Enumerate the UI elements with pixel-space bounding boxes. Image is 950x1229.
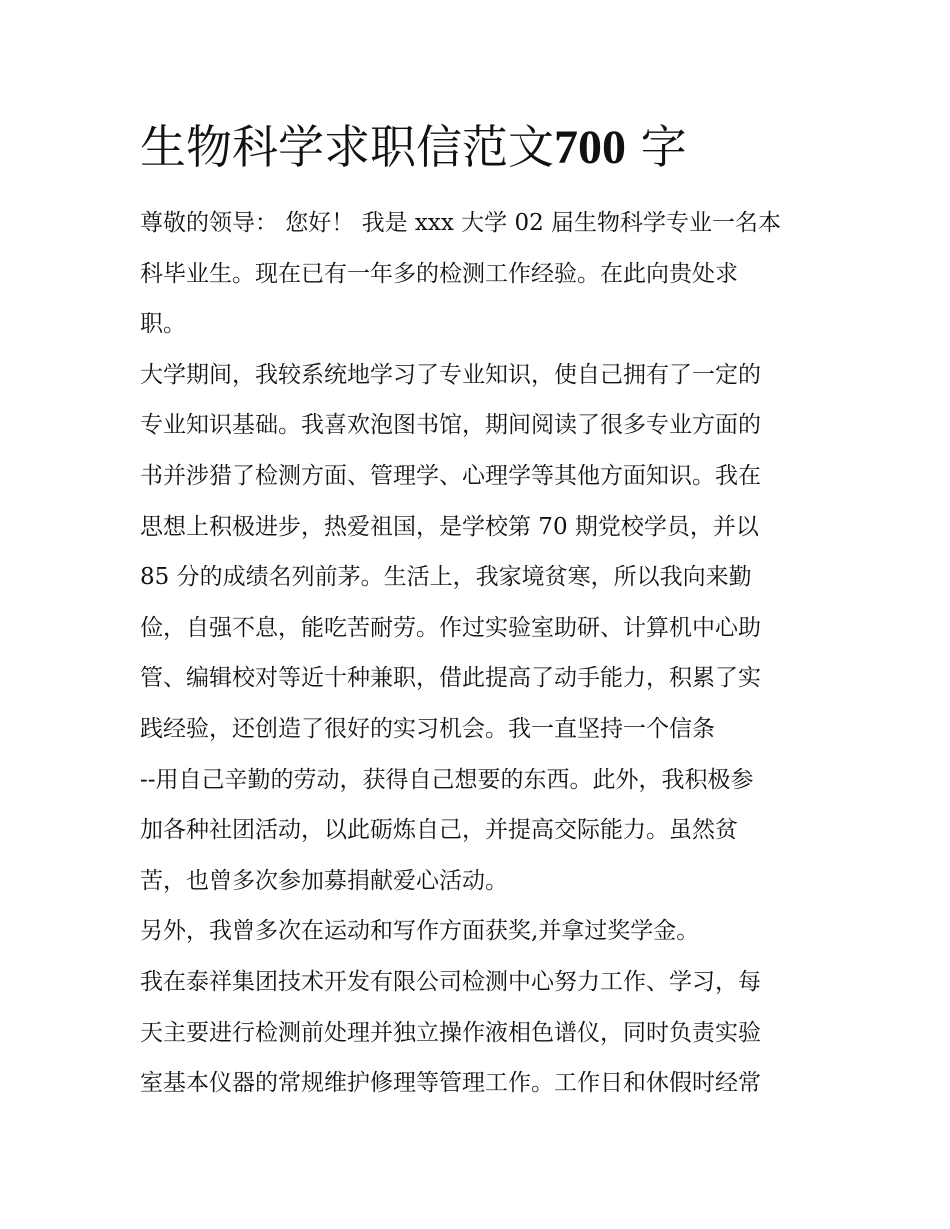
body-line: 科毕业生。现在已有一年多的检测工作经验。在此向贵处求 — [140, 260, 738, 287]
title-suffix: 字 — [640, 120, 687, 174]
body-line: 大学期间，我较系统地学习了专业知识，使自己拥有了一定的 — [140, 361, 761, 388]
body-line: 加各种社团活动，以此砺炼自己，并提高交际能力。虽然贫 — [140, 817, 738, 844]
body-line: 天主要进行检测前处理并独立操作液相色谱仪，同时负责实验 — [140, 1019, 761, 1046]
body-line: 85 分的成绩名列前茅。生活上，我家境贫寒，所以我向来勤 — [140, 564, 752, 591]
body-line: 职。 — [140, 311, 186, 338]
page-title — [140, 112, 840, 183]
body-line: 俭，自强不息，能吃苦耐劳。作过实验室助研、计算机中心助 — [140, 614, 761, 641]
body-line: 尊敬的领导： 您好！ 我是 xxx 大学 02 届生物科学专业一名本 — [140, 210, 782, 236]
body-line: 我在泰祥集团技术开发有限公司检测中心努力工作、学习，每 — [140, 968, 761, 995]
title-text: 生物科学求职信范文 — [140, 120, 554, 174]
body-line: 思想上积极进步，热爱祖国，是学校第 70 期党校学员，并以 — [140, 513, 759, 540]
body-line: 管、编辑校对等近十种兼职，借此提高了动手能力，积累了实 — [140, 665, 761, 692]
body-line: 专业知识基础。我喜欢泡图书馆，期间阅读了很多专业方面的 — [140, 412, 761, 439]
body-line: 书并涉猎了检测方面、管理学、心理学等其他方面知识。我在 — [140, 462, 761, 489]
body-line: 另外，我曾多次在运动和写作方面获奖,并拿过奖学金。 — [140, 918, 700, 945]
body-line: 苦，也曾多次参加募捐献爱心活动。 — [140, 867, 508, 894]
body-line: 室基本仪器的常规维护修理等管理工作。工作日和休假时经常 — [140, 1070, 761, 1097]
letter-body — [140, 198, 820, 1109]
title-number: 700 — [554, 121, 626, 174]
body-line: 践经验，还创造了很好的实习机会。我一直坚持一个信条 — [140, 715, 715, 742]
body-line: --用自己辛勤的劳动，获得自己想要的东西。此外，我积极参 — [140, 766, 754, 793]
